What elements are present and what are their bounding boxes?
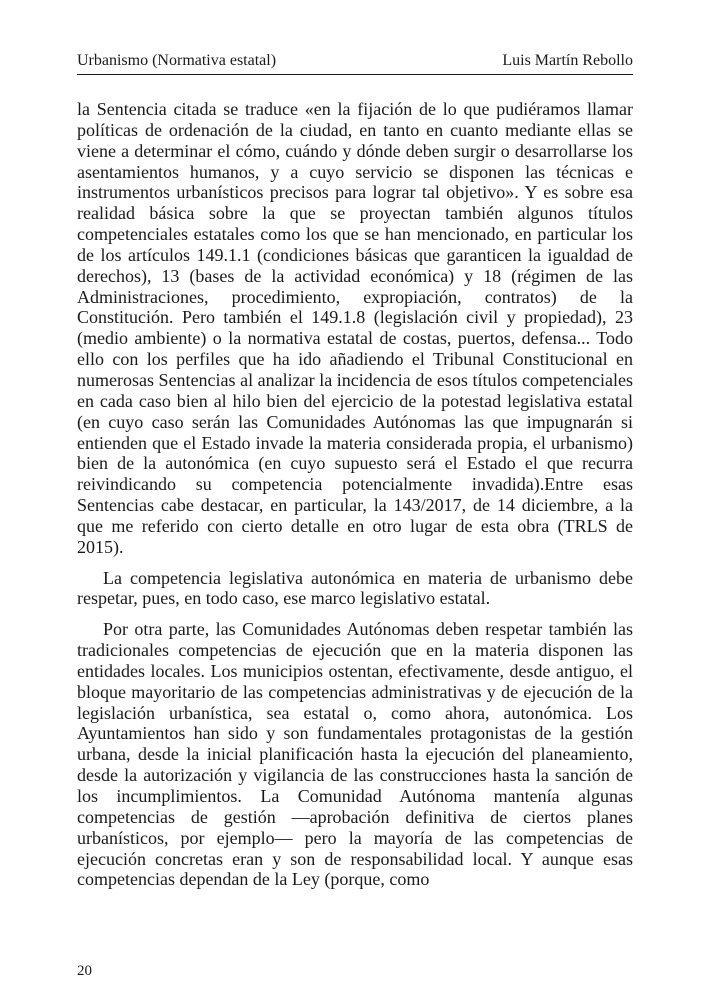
document-page xyxy=(77,0,633,1008)
paragraph: la Sentencia citada se traduce «en la fijación de lo que pudiéramos llamar políticas de ordenación de la ciudad, en tanto en cuanto mediante ellas se viene a determinar el cómo, cuándo y dónde deben surgir o desarrollarse los asentamientos humanos, y a cuyo servicio se disponen las técnicas e instrumentos urbanísticos precisos para lograr tal objetivo». Y es sobre esa realidad básica sobre la que se proyectan también algunos títulos competenciales estatales como los que se han mencionado, en particular los de los artículos 149.1.1 (condiciones básicas que garanticen la igualdad de derechos), 13 (bases de la actividad económica) y 18 (régimen de las Administraciones, procedimiento, expropiación, contratos) de la Constitución. Pero también el 149.1.8 (legislación civil y propiedad), 23 (medio ambiente) o la normativa estatal de costas, puertos, defensa... Todo ello con los perfiles que ha ido añadiendo el Tribunal Constitucional en numerosas Sentencias al analizar la incidencia de esos títulos competenciales en cada caso bien al hilo bien del ejercicio de la potestad legislativa estatal (en cuyo caso serán las Comunidades Autónomas las que impugnarán si entienden que el Estado invade la materia considerada propia, el urbanismo) bien de la autonómica (en cuyo supuesto será el Estado el que recurra reivindicando su competencia potencialmente invadida).Entre esas Sentencias cabe destacar, en particular, la 143/2017, de 14 diciembre, a la que me referido con cierto detalle en otro lugar de esta obra (TRLS de 2015). xyxy=(77,99,633,557)
running-header xyxy=(77,50,633,75)
header-book-title: Urbanismo (Normativa estatal) xyxy=(77,52,277,69)
page-number: 20 xyxy=(77,963,92,979)
paragraph: Por otra parte, las Comunidades Autónomas deben respetar también las tradicionales competencias de ejecución que en la materia disponen las entidades locales. Los municipios ostentan, efectivamente, desde antiguo, el bloque mayoritario de las competencias administrativas y de ejecución de la legislación urbanística, sea estatal o, como ahora, autonómica. Los Ayuntamientos han sido y son fundamentales protagonistas de la gestión urbana, desde la inicial planificación hasta la ejecución del planeamiento, desde la autorización y vigilancia de las construcciones hasta la sanción de los incumplimientos. La Comunidad Autónoma mantenía algunas competencias de gestión —aprobación definitiva de ciertos planes urbanísticos, por ejemplo— pero la mayoría de las competencias de ejecución concretas eran y son de responsabilidad local. Y aunque esas competencias dependan de la Ley (porque, como xyxy=(77,619,633,890)
header-author: Luis Martín Rebollo xyxy=(502,52,633,69)
body-text xyxy=(77,99,633,890)
paragraph: La competencia legislativa autonómica en materia de urbanismo debe respetar, pues, en todo caso, ese marco legislativo estatal. xyxy=(77,567,633,609)
